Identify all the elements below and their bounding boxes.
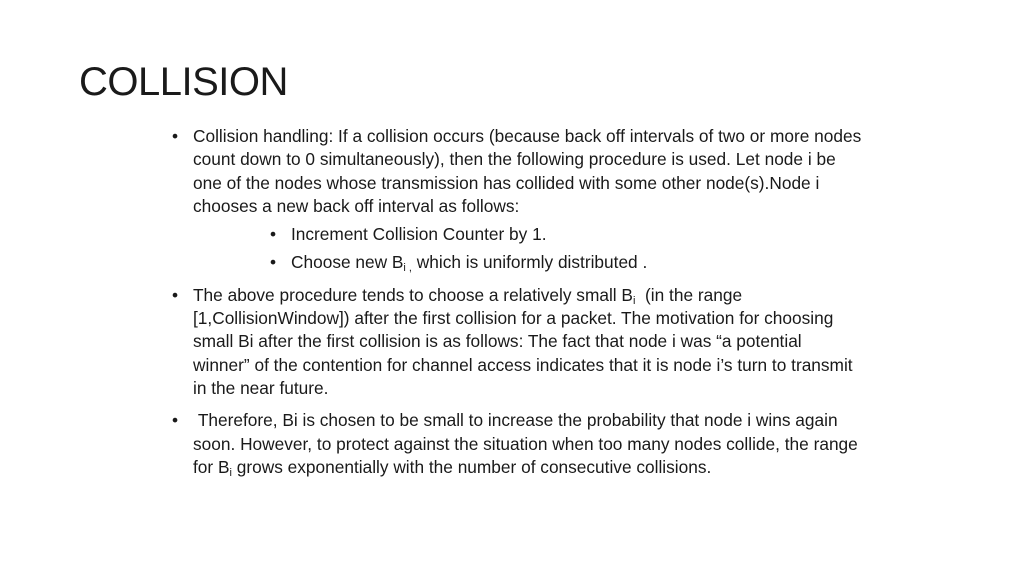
- bullet-text-pre: The above procedure tends to choose a relatively small B: [193, 284, 633, 305]
- subscript: i ,: [403, 262, 412, 275]
- bullet-text-post: grows exponentially with the number of consecutive collisions.: [231, 456, 712, 477]
- bullet-item-therefore: [172, 409, 862, 479]
- bullet-icon: •: [270, 252, 277, 273]
- bullet-text: Collision handling: If a collision occurs (because back off intervals of two or more nodes count down to 0 simultaneously), then the following procedure is used. Let node i be one of the nodes whose transmission has collided with some other node(s).Node i chooses a new back off interval as follows:: [193, 126, 862, 216]
- sub-bullet-text: Increment Collision Counter by 1.: [291, 224, 547, 245]
- bullet-item-procedure: [172, 284, 862, 400]
- sub-bullet-item-increment: [270, 223, 862, 246]
- bullet-icon: •: [172, 410, 179, 431]
- sub-bullet-text-post: which is uniformly distributed .: [411, 252, 648, 273]
- bullet-text-post: (in the range [1,CollisionWindow]) after the first collision for a packet. The motivation for choosing small Bi after the first collision is as follows: The fact that node i was “a potential winner” of the contention for channel access indicates that it is node i’s turn to transmit in the near future.: [193, 284, 858, 398]
- slide-body: [172, 125, 862, 488]
- sub-bullet-text-pre: Choose new B: [291, 252, 404, 273]
- bullet-icon: •: [172, 284, 179, 305]
- bullet-icon: •: [172, 126, 179, 146]
- bullet-list: [172, 125, 862, 479]
- bullet-text-pre: Therefore, Bi is chosen to be small to increase the probability that node i wins again soon. However, to protect against the situation when too many nodes collide, the range for B: [193, 410, 863, 477]
- bullet-item-collision-handling: [172, 125, 862, 275]
- subscript: i: [632, 294, 636, 307]
- slide-title: COLLISION: [79, 60, 288, 104]
- subscript: i: [229, 466, 232, 479]
- sub-bullet-item-choose-new: [270, 251, 862, 274]
- sub-bullet-list: [193, 223, 862, 275]
- bullet-icon: •: [270, 224, 277, 245]
